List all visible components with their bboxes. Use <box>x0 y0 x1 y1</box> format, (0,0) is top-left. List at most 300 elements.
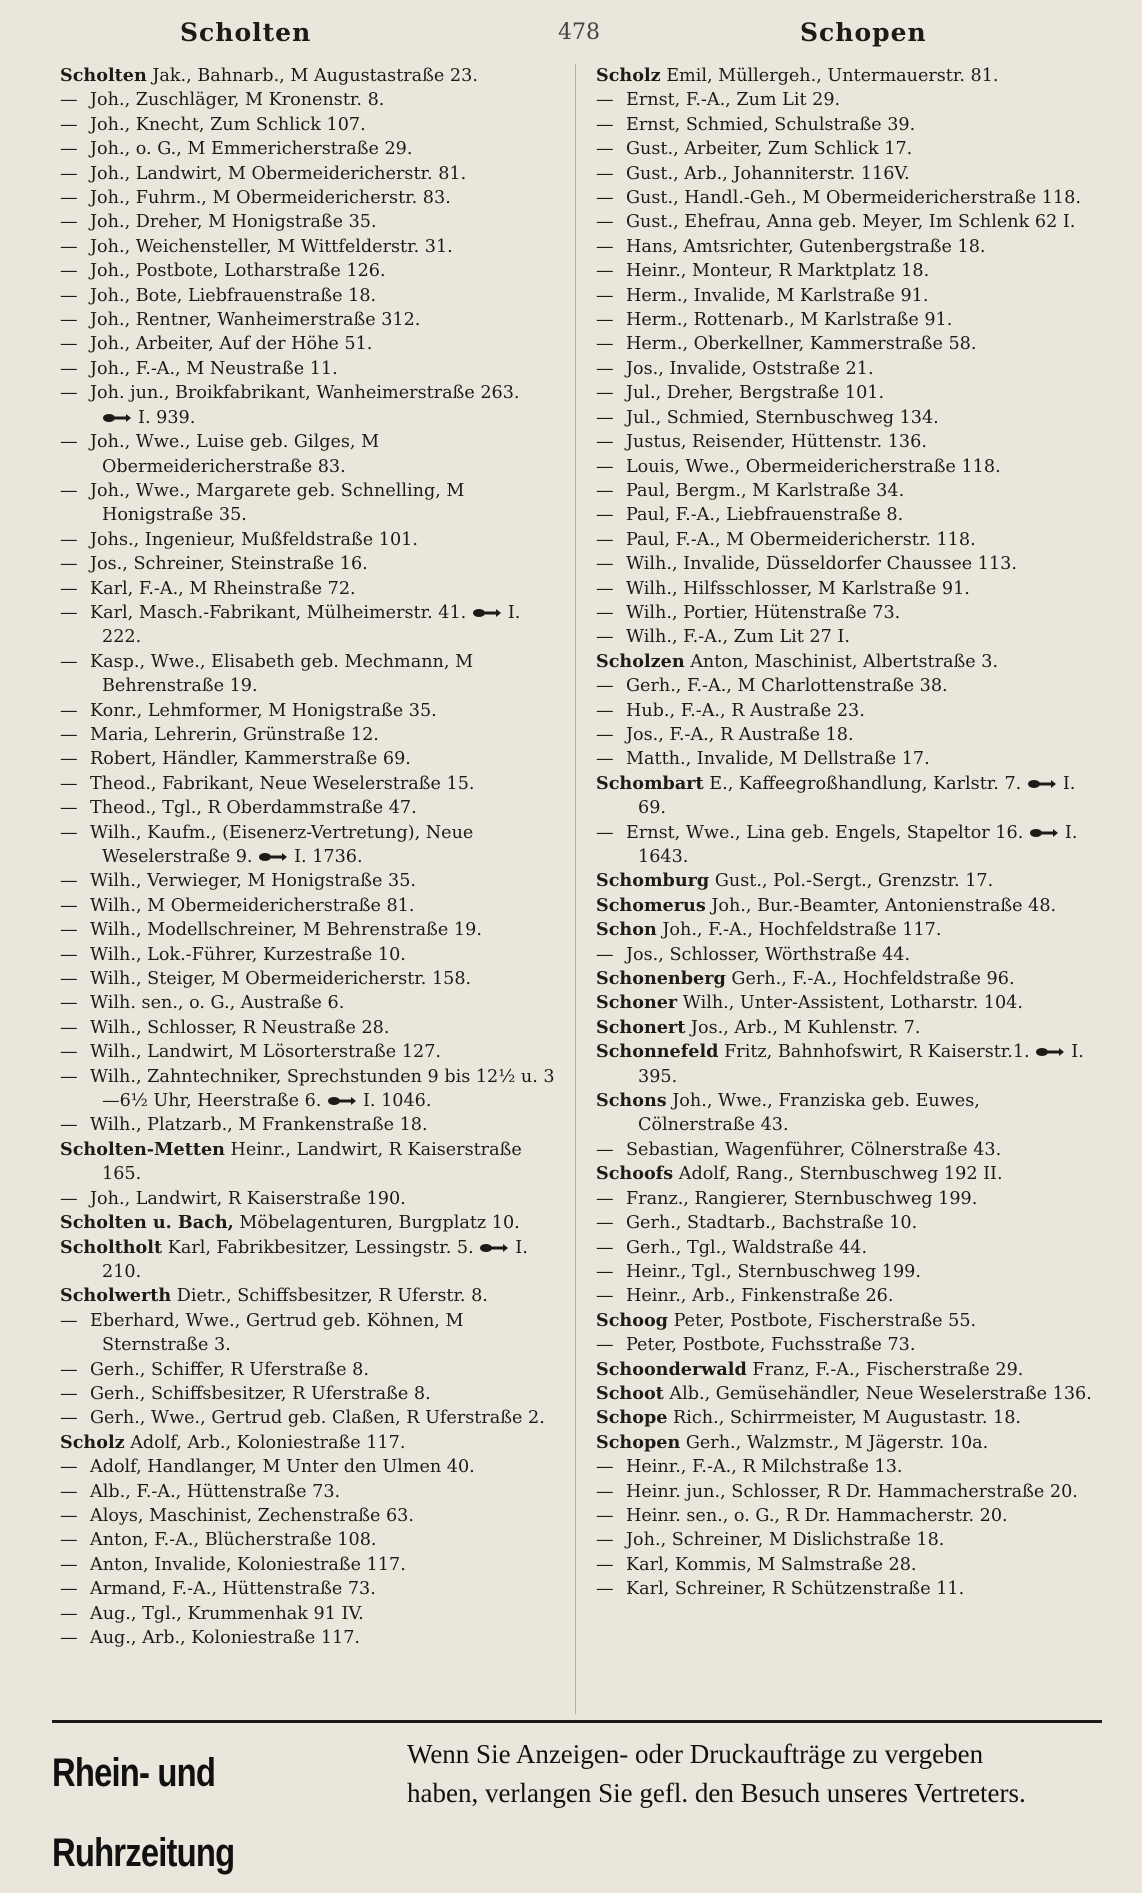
continuation-dash: — <box>60 773 78 794</box>
entry-details: Möbelagenturen, Burgplatz 10. <box>239 1213 520 1234</box>
phone-number: I. 1046. <box>362 1091 432 1112</box>
directory-entry <box>596 1504 1102 1528</box>
directory-entry <box>60 528 558 552</box>
directory-entry <box>596 235 1102 259</box>
entry-details: Heinr. sen., o. G., R Dr. Hammacherstr. 20. <box>626 1505 1008 1526</box>
continuation-dash: — <box>60 602 78 623</box>
entry-details: Karl, F.-A., M Rheinstraße 72. <box>90 578 356 599</box>
entry-details: Ernst, Schmied, Schulstraße 39. <box>626 114 916 135</box>
ad-text <box>407 1735 1127 1813</box>
continuation-dash: — <box>596 1579 614 1600</box>
continuation-dash: — <box>596 1139 614 1160</box>
entry-details: Gerh., Wwe., Gertrud geb. Claßen, R Uferstraße 2. <box>90 1408 545 1429</box>
continuation-dash: — <box>60 114 78 135</box>
continuation-dash: — <box>596 90 614 111</box>
directory-entry <box>596 528 1102 552</box>
continuation-dash: — <box>596 261 614 282</box>
entry-details: Aug., Arb., Koloniestraße 117. <box>90 1628 361 1648</box>
phone-number: I. 939. <box>138 407 196 428</box>
continuation-dash: — <box>60 1457 78 1478</box>
entry-surname: Schomburg <box>596 870 710 892</box>
directory-entry <box>596 381 1102 405</box>
entry-details: Joh., Bote, Liebfrauenstraße 18. <box>90 285 377 306</box>
directory-entry <box>596 406 1102 430</box>
continuation-dash: — <box>596 944 614 965</box>
directory-entry <box>60 601 558 650</box>
continuation-dash: — <box>596 334 614 355</box>
directory-entry <box>60 1504 558 1528</box>
directory-entry <box>60 430 558 479</box>
continuation-dash: — <box>596 749 614 770</box>
continuation-dash: — <box>60 1408 78 1429</box>
directory-entry <box>60 650 558 699</box>
entry-details: Heinr., Landwirt, R Kaiserstraße 165. <box>102 1139 522 1185</box>
continuation-dash: — <box>60 163 78 184</box>
entry-surname: Schonert <box>596 1016 686 1038</box>
continuation-dash: — <box>60 1115 78 1136</box>
directory-entry <box>60 1626 558 1650</box>
continuation-dash: — <box>596 1481 614 1502</box>
entry-surname: Schomerus <box>596 894 706 916</box>
entry-details: Joh., Knecht, Zum Schlick 107. <box>90 114 366 135</box>
entry-details: Konr., Lehmformer, M Honigstraße 35. <box>90 700 437 721</box>
ad-brand: Rhein- und Ruhrzeitung <box>52 1751 235 1875</box>
directory-entry <box>596 650 1102 674</box>
directory-entry <box>596 991 1102 1015</box>
entry-details: Karl, Kommis, M Salmstraße 28. <box>626 1554 917 1575</box>
continuation-dash: — <box>60 969 78 990</box>
continuation-dash: — <box>596 114 614 135</box>
directory-entry <box>596 1260 1102 1284</box>
directory-entry <box>596 552 1102 576</box>
entry-surname: Scholz <box>596 65 661 86</box>
entry-details: Adolf, Rang., Sternbuschweg 192 II. <box>678 1164 1003 1185</box>
entry-details: Joh., Wwe., Margarete geb. Schnelling, M Honigstraße 35. <box>90 480 465 526</box>
entry-surname: Schoog <box>596 1309 668 1331</box>
directory-entry <box>596 1431 1102 1455</box>
entry-details: Eberhard, Wwe., Gertrud geb. Köhnen, M Sternstraße 3. <box>90 1310 464 1356</box>
directory-entry <box>596 674 1102 698</box>
directory-entry <box>596 113 1102 137</box>
entry-details: Jos., Arb., M Kuhlenstr. 7. <box>690 1017 921 1038</box>
continuation-dash: — <box>596 139 614 160</box>
entry-details: Herm., Invalide, M Karlstraße 91. <box>626 285 929 306</box>
entry-details: Gust., Handl.-Geh., M Obermeidericherstraße 118. <box>626 188 1081 209</box>
entry-details: Wilh., Hilfsschlosser, M Karlstraße 91. <box>626 578 970 599</box>
entry-surname: Schoner <box>596 992 678 1014</box>
entry-details: Joh., Bur.-Beamter, Antonienstraße 48. <box>711 895 1057 916</box>
entry-details: Paul, Bergm., M Karlstraße 34. <box>626 480 905 501</box>
continuation-dash: — <box>596 432 614 453</box>
directory-entry <box>596 1455 1102 1479</box>
entry-details: Heinr., F.-A., R Milchstraße 13. <box>626 1457 903 1478</box>
continuation-dash: — <box>60 1481 78 1502</box>
directory-entry <box>60 894 558 918</box>
entry-details: Armand, F.-A., Hüttenstraße 73. <box>90 1579 376 1600</box>
entry-details: Dietr., Schiffsbesitzer, R Uferstr. 8. <box>176 1286 488 1307</box>
header-right-keyword: Schopen <box>800 18 927 47</box>
continuation-dash: — <box>60 236 78 257</box>
entry-details: Herm., Oberkellner, Kammerstraße 58. <box>626 334 977 355</box>
directory-entry <box>596 259 1102 283</box>
continuation-dash: — <box>60 1579 78 1600</box>
continuation-dash: — <box>60 212 78 233</box>
page-header <box>60 14 1092 54</box>
continuation-dash: — <box>596 236 614 257</box>
directory-entry <box>596 1382 1102 1406</box>
entry-details: Gust., Arbeiter, Zum Schlick 17. <box>626 139 913 160</box>
telephone-icon <box>479 1243 509 1253</box>
entry-surname: Schope <box>596 1407 668 1429</box>
entry-details: Wilh., Lok.-Führer, Kurzestraße 10. <box>90 944 406 965</box>
entry-surname: Scholzen <box>596 650 685 672</box>
continuation-dash: — <box>60 822 78 843</box>
entry-surname: Schopen <box>596 1431 681 1453</box>
entry-details: Gust., Arb., Johanniterstr. 116V. <box>626 163 910 184</box>
entry-details: Wilh., Platzarb., M Frankenstraße 18. <box>90 1115 428 1136</box>
continuation-dash: — <box>596 627 614 648</box>
entry-surname: Schoonderwald <box>596 1358 747 1380</box>
phone-number: I. 1643. <box>638 822 1078 867</box>
continuation-dash: — <box>596 724 614 745</box>
entry-details: Joh., F.-A., Hochfeldstraße 117. <box>662 920 942 941</box>
entry-surname: Scholz <box>60 1431 125 1453</box>
directory-entry <box>596 1016 1102 1040</box>
entry-surname: Scholwerth <box>60 1285 172 1307</box>
directory-entry <box>596 967 1102 991</box>
directory-entry <box>60 332 558 356</box>
telephone-icon <box>327 1096 357 1106</box>
directory-entry <box>60 747 558 771</box>
directory-entry <box>60 210 558 234</box>
continuation-dash: — <box>596 529 614 550</box>
continuation-dash: — <box>596 700 614 721</box>
entry-details: Wilh., Zahntechniker, Sprechstunden 9 bis 12½ u. 3—6½ Uhr, Heerstraße 6. <box>90 1066 555 1112</box>
directory-entry <box>596 601 1102 625</box>
entry-details: Joh., Landwirt, R Kaiserstraße 190. <box>90 1188 406 1209</box>
entry-details: Joh., Dreher, M Honigstraße 35. <box>90 212 377 233</box>
entry-surname: Schonnefeld <box>596 1041 719 1063</box>
directory-entry <box>60 284 558 308</box>
entry-details: Robert, Händler, Kammerstraße 69. <box>90 749 411 770</box>
directory-entry <box>60 1602 558 1626</box>
directory-entry <box>60 821 558 870</box>
directory-entry <box>596 1577 1102 1601</box>
directory-entry <box>60 1358 558 1382</box>
entry-details: Wilh., Unter-Assistent, Lotharstr. 104. <box>682 993 1023 1014</box>
directory-entry <box>596 455 1102 479</box>
continuation-dash: — <box>596 188 614 209</box>
directory-entry <box>60 1236 558 1285</box>
entry-details: Emil, Müllergeh., Untermauerstr. 81. <box>666 66 999 86</box>
continuation-dash: — <box>60 700 78 721</box>
entry-details: Wilh. sen., o. G., Austraße 6. <box>90 993 345 1014</box>
continuation-dash: — <box>596 554 614 575</box>
continuation-dash: — <box>596 1188 614 1209</box>
continuation-dash: — <box>60 920 78 941</box>
continuation-dash: — <box>60 1042 78 1063</box>
entry-details: Ernst, F.-A., Zum Lit 29. <box>626 90 841 111</box>
entry-surname: Schoot <box>596 1382 664 1404</box>
entry-surname: Scholten <box>60 65 147 86</box>
directory-entry <box>596 88 1102 112</box>
entry-details: Wilh., Verwieger, M Honigstraße 35. <box>90 871 416 892</box>
continuation-dash: — <box>60 1530 78 1551</box>
entry-details: Justus, Reisender, Hüttenstr. 136. <box>626 432 927 453</box>
directory-entry <box>60 186 558 210</box>
left-column <box>60 64 558 1714</box>
directory-entry <box>60 1016 558 1040</box>
directory-entry <box>596 869 1102 893</box>
entry-surname: Schons <box>596 1090 667 1112</box>
entry-details: Gerh., F.-A., Hochfeldstraße 96. <box>731 969 1015 990</box>
entry-details: Hub., F.-A., R Austraße 23. <box>626 700 865 721</box>
telephone-icon <box>1035 1047 1065 1057</box>
header-left-keyword: Scholten <box>180 18 312 47</box>
entry-details: Rich., Schirrmeister, M Augustastr. 18. <box>673 1408 1022 1429</box>
directory-entry <box>596 430 1102 454</box>
directory-entry <box>60 1553 558 1577</box>
directory-entry <box>596 1187 1102 1211</box>
directory-entry <box>60 235 558 259</box>
directory-entry <box>60 723 558 747</box>
directory-entry <box>596 577 1102 601</box>
entry-surname: Schonenberg <box>596 968 726 990</box>
directory-entry <box>596 625 1102 649</box>
entry-details: Gerh., Schiffsbesitzer, R Uferstraße 8. <box>90 1383 431 1404</box>
telephone-icon <box>1027 779 1057 789</box>
entry-details: Gerh., Schiffer, R Uferstraße 8. <box>90 1359 369 1380</box>
directory-entry <box>596 1089 1102 1138</box>
phone-number: I. 69. <box>638 773 1076 819</box>
entry-details: Wilh., Schlosser, R Neustraße 28. <box>90 1017 390 1038</box>
continuation-dash: — <box>60 1188 78 1209</box>
entry-details: E., Kaffeegroßhandlung, Karlstr. 7. <box>709 773 1022 794</box>
continuation-dash: — <box>60 1554 78 1575</box>
directory-entry <box>60 1040 558 1064</box>
entry-details: Jul., Schmied, Sternbuschweg 134. <box>626 407 939 428</box>
entry-details: Aug., Tgl., Krummenhak 91 IV. <box>90 1603 364 1624</box>
directory-entry <box>596 284 1102 308</box>
directory-entry <box>596 332 1102 356</box>
directory-entry <box>60 259 558 283</box>
entry-details: Joh., Weichensteller, M Wittfelderstr. 31. <box>90 236 453 257</box>
directory-entry <box>596 1162 1102 1186</box>
directory-entry <box>60 1528 558 1552</box>
directory-entry <box>596 1553 1102 1577</box>
continuation-dash: — <box>60 724 78 745</box>
entry-details: Franz., Rangierer, Sternbuschweg 199. <box>626 1188 978 1209</box>
entry-details: Anton, F.-A., Blücherstraße 108. <box>90 1530 377 1551</box>
continuation-dash: — <box>596 1237 614 1258</box>
continuation-dash: — <box>60 383 78 404</box>
entry-details: Wilh., Modellschreiner, M Behrenstraße 19. <box>90 920 482 941</box>
directory-entry <box>60 699 558 723</box>
directory-entry <box>60 1455 558 1479</box>
continuation-dash: — <box>596 1213 614 1234</box>
continuation-dash: — <box>60 432 78 453</box>
directory-entry <box>60 162 558 186</box>
directory-entry <box>596 772 1102 821</box>
entry-details: Gerh., Walzmstr., M Jägerstr. 10a. <box>685 1432 989 1453</box>
continuation-dash: — <box>60 139 78 160</box>
directory-entry <box>60 1577 558 1601</box>
entry-details: Joh., Landwirt, M Obermeidericherstr. 81. <box>90 163 467 184</box>
continuation-dash: — <box>60 578 78 599</box>
continuation-dash: — <box>596 407 614 428</box>
continuation-dash: — <box>596 285 614 306</box>
directory-entry <box>596 503 1102 527</box>
entry-details: Gerh., Stadtarb., Bachstraße 10. <box>626 1213 918 1234</box>
directory-entry <box>596 308 1102 332</box>
continuation-dash: — <box>596 822 614 843</box>
entry-details: Franz, F.-A., Fischerstraße 29. <box>752 1359 1024 1380</box>
continuation-dash: — <box>596 480 614 501</box>
continuation-dash: — <box>60 993 78 1014</box>
entry-details: Heinr. jun., Schlosser, R Dr. Hammacherstraße 20. <box>626 1481 1078 1502</box>
directory-entry <box>60 1431 558 1455</box>
entry-surname: Schombart <box>596 772 704 794</box>
continuation-dash: — <box>596 456 614 477</box>
entry-details: Jul., Dreher, Bergstraße 101. <box>626 383 885 404</box>
entry-details: Hans, Amtsrichter, Gutenbergstraße 18. <box>626 236 986 257</box>
directory-entry <box>60 1138 558 1187</box>
directory-entry <box>60 1211 558 1235</box>
directory-entry <box>596 479 1102 503</box>
continuation-dash: — <box>60 358 78 379</box>
entry-details: Wilh., Kaufm., (Eisenerz-Vertretung), Neue Weselerstraße 9. <box>90 822 474 867</box>
entry-details: Wilh., M Obermeidericherstraße 81. <box>90 895 415 916</box>
directory-entry <box>596 821 1102 870</box>
entry-details: Theod., Tgl., R Oberdammstraße 47. <box>90 798 417 819</box>
continuation-dash: — <box>60 1383 78 1404</box>
directory-entry <box>596 357 1102 381</box>
continuation-dash: — <box>60 310 78 331</box>
advertisement <box>52 1720 1102 1875</box>
continuation-dash: — <box>60 188 78 209</box>
entry-details: Anton, Invalide, Koloniestraße 117. <box>90 1554 406 1575</box>
directory-entry <box>596 1309 1102 1333</box>
entry-details: Maria, Lehrerin, Grünstraße 12. <box>90 724 379 745</box>
entry-details: Fritz, Bahnhofswirt, R Kaiserstr.1. <box>724 1042 1030 1063</box>
continuation-dash: — <box>596 1261 614 1282</box>
directory-entry <box>60 1480 558 1504</box>
continuation-dash: — <box>60 944 78 965</box>
continuation-dash: — <box>60 798 78 819</box>
entry-details: Aloys, Maschinist, Zechenstraße 63. <box>90 1505 414 1526</box>
telephone-icon <box>472 608 502 618</box>
continuation-dash: — <box>60 261 78 282</box>
continuation-dash: — <box>60 1359 78 1380</box>
phone-number: I. 222. <box>102 602 521 648</box>
continuation-dash: — <box>60 651 78 672</box>
page-number: 478 <box>558 20 600 45</box>
directory-entry <box>596 137 1102 161</box>
directory-entry <box>60 479 558 528</box>
entry-details: Sebastian, Wagenführer, Cölnerstraße 43. <box>626 1139 1002 1160</box>
phone-number: I. 210. <box>102 1237 528 1282</box>
continuation-dash: — <box>60 749 78 770</box>
continuation-dash: — <box>596 1457 614 1478</box>
directory-entry <box>596 918 1102 942</box>
entry-details: Ernst, Wwe., Lina geb. Engels, Stapeltor 16. <box>626 822 1024 843</box>
entry-details: Wilh., Steiger, M Obermeidericherstr. 158. <box>90 969 472 990</box>
entry-details: Joh., F.-A., M Neustraße 11. <box>90 358 338 379</box>
entry-details: Peter, Postbote, Fuchsstraße 73. <box>626 1335 916 1356</box>
entry-details: Louis, Wwe., Obermeidericherstraße 118. <box>626 456 1001 477</box>
entry-details: Karl, Masch.-Fabrikant, Mülheimerstr. 41. <box>90 602 467 623</box>
entry-details: Paul, F.-A., M Obermeidericherstr. 118. <box>626 529 976 550</box>
continuation-dash: — <box>596 1554 614 1575</box>
directory-entry <box>60 577 558 601</box>
directory-entry <box>596 747 1102 771</box>
entry-details: Joh. jun., Broikfabrikant, Wanheimerstraße 263. <box>90 383 520 404</box>
entry-details: Joh., Wwe., Luise geb. Gilges, M Obermeidericherstraße 83. <box>90 432 380 477</box>
directory-entry <box>596 1040 1102 1089</box>
directory-entry <box>60 381 558 430</box>
directory-entry <box>60 137 558 161</box>
directory-entry <box>596 1406 1102 1430</box>
entry-details: Alb., Gemüsehändler, Neue Weselerstraße 136. <box>669 1383 1092 1404</box>
directory-entry <box>60 991 558 1015</box>
directory-entry <box>60 1406 558 1430</box>
continuation-dash: — <box>596 505 614 526</box>
continuation-dash: — <box>60 871 78 892</box>
entry-details: Joh., Wwe., Franziska geb. Euwes, Cölnerstraße 43. <box>638 1091 980 1136</box>
directory-entry <box>60 918 558 942</box>
continuation-dash: — <box>60 1628 78 1648</box>
continuation-dash: — <box>60 1017 78 1038</box>
directory-entry <box>60 1382 558 1406</box>
entry-details: Adolf, Arb., Koloniestraße 117. <box>130 1432 406 1453</box>
continuation-dash: — <box>596 1530 614 1551</box>
continuation-dash: — <box>596 578 614 599</box>
entry-details: Wilh., Landwirt, M Lösorterstraße 127. <box>90 1042 441 1063</box>
directory-entry <box>596 723 1102 747</box>
entry-details: Joh., Fuhrm., M Obermeidericherstr. 83. <box>90 188 451 209</box>
entry-details: Joh., o. G., M Emmericherstraße 29. <box>90 139 413 160</box>
telephone-icon <box>102 413 132 423</box>
directory-entry <box>60 1284 558 1308</box>
entry-details: Heinr., Tgl., Sternbuschweg 199. <box>626 1261 921 1282</box>
entry-details: Paul, F.-A., Liebfrauenstraße 8. <box>626 505 904 526</box>
entry-details: Joh., Rentner, Wanheimerstraße 312. <box>90 310 421 331</box>
directory-entry <box>596 1236 1102 1260</box>
entry-surname: Schon <box>596 919 657 941</box>
continuation-dash: — <box>596 1286 614 1307</box>
directory-entry <box>596 1358 1102 1382</box>
continuation-dash: — <box>60 895 78 916</box>
column-divider <box>575 64 576 1714</box>
directory-entry <box>60 552 558 576</box>
directory-entry <box>60 308 558 332</box>
continuation-dash: — <box>596 676 614 697</box>
continuation-dash: — <box>60 1310 78 1331</box>
directory-entry <box>596 1284 1102 1308</box>
continuation-dash: — <box>596 212 614 233</box>
entry-surname: Scholtholt <box>60 1236 163 1258</box>
directory-entry <box>60 1113 558 1137</box>
continuation-dash: — <box>60 334 78 355</box>
directory-entry <box>596 186 1102 210</box>
directory-entry <box>596 1211 1102 1235</box>
continuation-dash: — <box>60 554 78 575</box>
entry-surname: Scholten-Metten <box>60 1138 225 1160</box>
continuation-dash: — <box>596 602 614 623</box>
continuation-dash: — <box>596 1335 614 1356</box>
entry-details: Karl, Schreiner, R Schützenstraße 11. <box>626 1579 965 1600</box>
entry-details: Gust., Pol.-Sergt., Grenzstr. 17. <box>714 871 994 892</box>
